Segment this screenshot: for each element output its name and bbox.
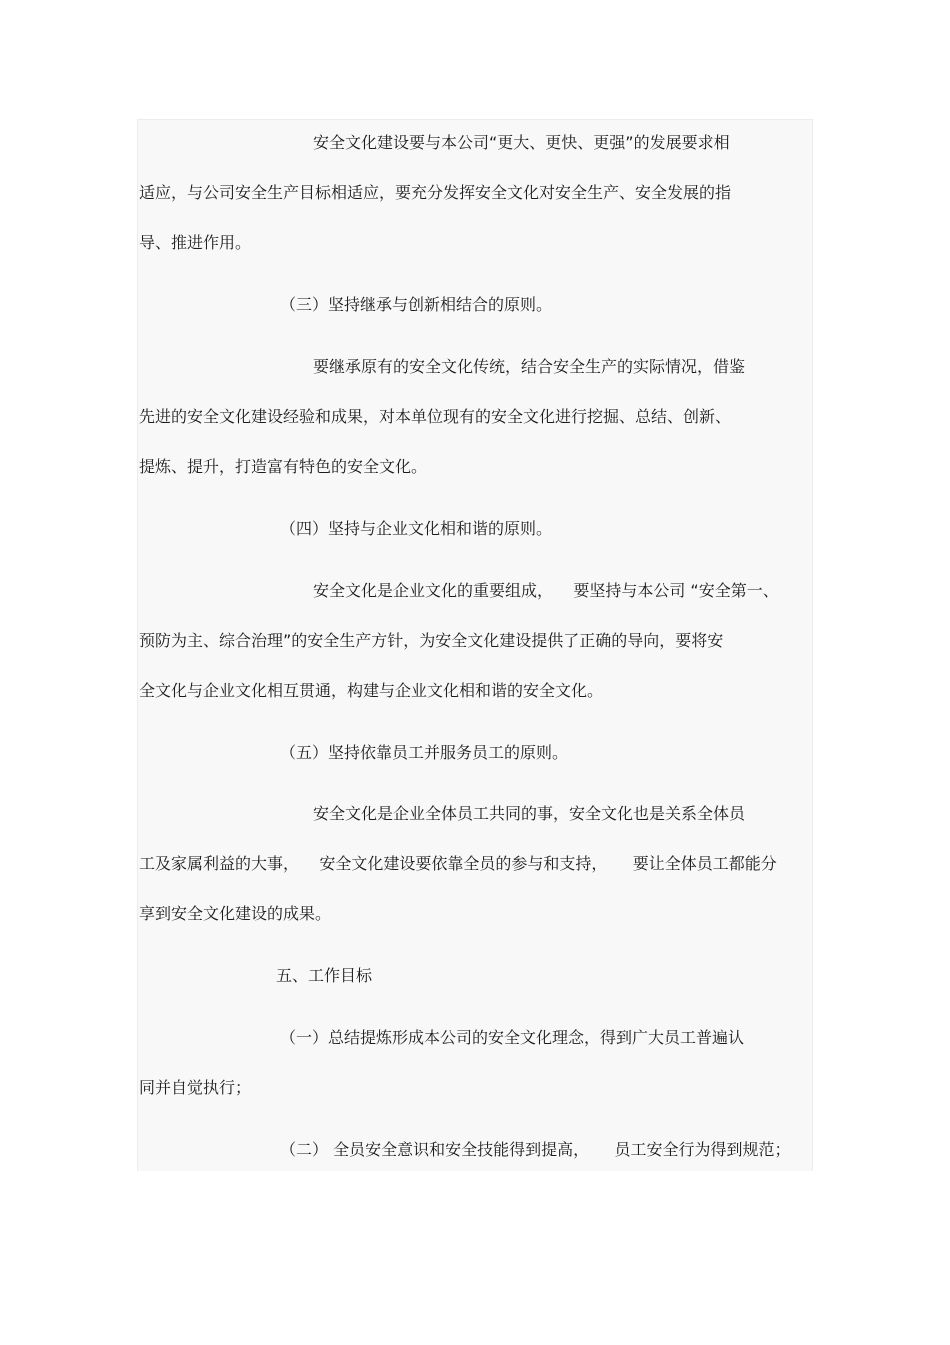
paragraph-line: 同并自觉执行； [139,1078,252,1097]
paragraph-line: 工及家属利益的大事， 安全文化建设要依靠全员的参与和支持， 要让全体员工都能分 [139,854,777,873]
paragraph-line: 提炼、提升，打造富有特色的安全文化。 [139,457,428,476]
section-heading: （四）坚持与企业文化相和谐的原则。 [280,519,553,538]
paragraph-line: 安全文化是企业文化的重要组成， 要坚持与本公司 “安全第一、 [313,581,779,600]
section-heading: （五）坚持依靠员工并服务员工的原则。 [280,743,569,762]
paragraph-line: 先进的安全文化建设经验和成果，对本单位现有的安全文化进行挖掘、总结、创新、 [139,407,732,426]
paragraph-line: 安全文化是企业全体员工共同的事，安全文化也是关系全体员 [313,804,746,823]
paragraph-line: 安全文化建设要与本公司“更大、更快、更强”的发展要求相 [313,133,730,152]
section-heading: （三）坚持继承与创新相结合的原则。 [280,295,553,314]
paragraph-line: 适应，与公司安全生产目标相适应，要充分发挥安全文化对安全生产、安全发展的指 [139,183,732,202]
paragraph-line: 享到安全文化建设的成果。 [139,904,332,923]
paragraph-line: （二） 全员安全意识和安全技能得到提高， 员工安全行为得到规范； [280,1140,791,1159]
paragraph-line: 导、推进作用。 [139,233,252,252]
chapter-heading: 五、工作目标 [276,966,373,985]
paragraph-line: 全文化与企业文化相互贯通，构建与企业文化相和谐的安全文化。 [139,681,604,700]
paragraph-line: 要继承原有的安全文化传统，结合安全生产的实际情况，借鉴 [313,357,746,376]
paragraph-line: （一）总结提炼形成本公司的安全文化理念，得到广大员工普遍认 [280,1028,745,1047]
paragraph-line: 预防为主、综合治理”的安全生产方针，为安全文化建设提供了正确的导向，要将安 [139,631,724,650]
